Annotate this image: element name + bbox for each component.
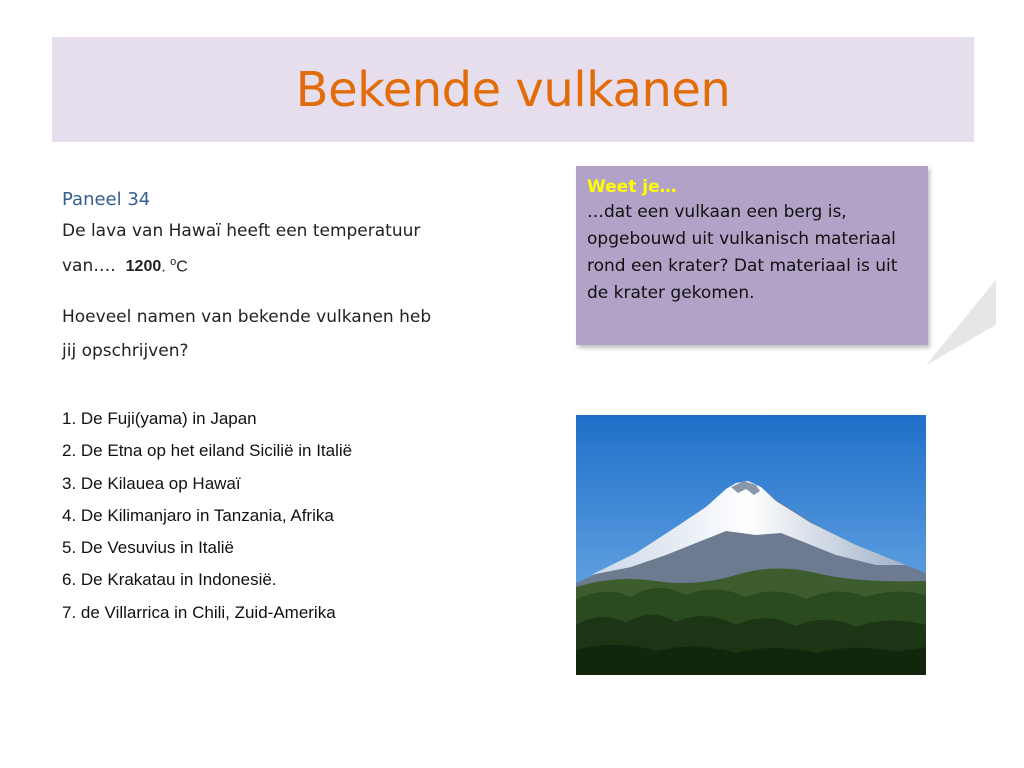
unit-prefix: . bbox=[161, 258, 171, 276]
temperature-line-2 bbox=[62, 247, 482, 282]
list-item: 4. De Kilimanjaro in Tanzania, Afrika bbox=[62, 505, 334, 525]
unit-degree: o bbox=[170, 256, 177, 268]
list-item: 1. De Fuji(yama) in Japan bbox=[62, 409, 257, 428]
slide-title: Bekende vulkanen bbox=[295, 61, 731, 118]
temperature-line-1: De lava van Hawaï heeft een temperatuur bbox=[62, 221, 421, 241]
temperature-text: van…. bbox=[62, 256, 116, 277]
list-item: 5. De Vesuvius in Italië bbox=[62, 538, 234, 558]
panel-label: Paneel 34 bbox=[62, 189, 151, 210]
did-you-know-callout bbox=[576, 166, 928, 345]
question bbox=[62, 300, 482, 368]
list-item: 6. De Krakatau in Indonesië. bbox=[62, 570, 277, 590]
callout-text: …dat een vulkaan een berg is, opgebouwd uit vulkanisch materiaal rond een krater? Dat materiaal is uit de krater gekomen. bbox=[587, 202, 898, 303]
volcano-photo bbox=[576, 415, 926, 675]
question-line-2: jij opschrijven? bbox=[62, 341, 189, 362]
callout-shadow bbox=[926, 280, 996, 365]
temperature-answer: 1200 bbox=[125, 258, 162, 276]
unit-celsius: C bbox=[176, 258, 188, 276]
list-item: 2. De Etna op het eiland Sicilië in Italië bbox=[62, 441, 353, 461]
list-item: 3. De Kilauea op Hawaï bbox=[62, 473, 241, 493]
left-column bbox=[62, 186, 482, 368]
callout-heading: Weet je… bbox=[587, 177, 677, 197]
title-bar bbox=[52, 37, 974, 142]
list-item: 7. de Villarrica in Chili, Zuid-Amerika bbox=[62, 602, 336, 622]
volcano-illustration bbox=[576, 415, 926, 675]
temperature-unit bbox=[161, 247, 188, 282]
volcano-list bbox=[62, 403, 352, 629]
question-line-1: Hoeveel namen van bekende vulkanen heb bbox=[62, 307, 432, 328]
